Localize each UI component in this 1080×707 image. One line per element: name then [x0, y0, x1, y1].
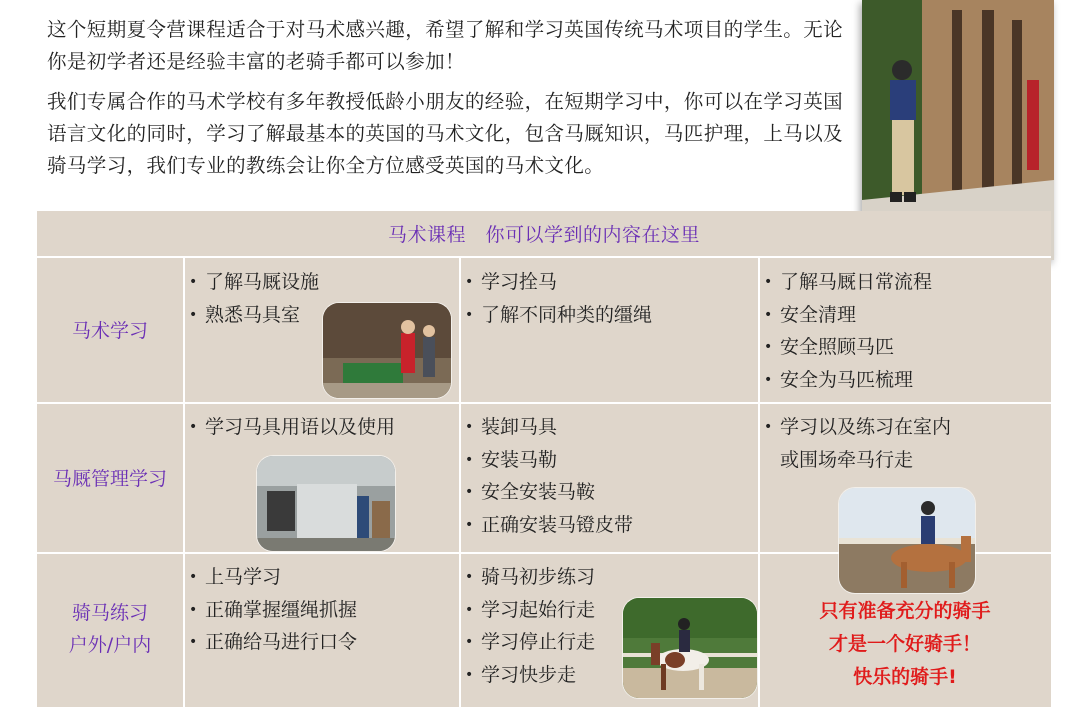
row-label-line: 马术学习 — [71, 320, 148, 342]
list-item: • 了解马厩日常流程 — [762, 266, 1047, 299]
slogan — [759, 595, 1051, 694]
row-label-riding-practice — [37, 597, 183, 661]
list-item: • 熟悉马具室 — [187, 299, 457, 332]
list-item: • 安全照顾马匹 — [762, 331, 1047, 364]
list-item: • 了解马厩设施 — [187, 266, 457, 299]
list-item: • 正确给马进行口令 — [187, 626, 457, 659]
grid-line — [183, 256, 185, 707]
row-label-horse-riding — [37, 315, 183, 347]
list-item: 或围场牵马行走 — [780, 448, 914, 471]
stable-work-photo — [323, 303, 451, 398]
cell-r3-c1 — [187, 561, 457, 659]
list-item: • 上马学习 — [187, 561, 457, 594]
row-label-stable-management — [37, 463, 183, 495]
list-item: • 骑马初步练习 — [463, 561, 753, 594]
list-item: • 学习停止行走 — [463, 626, 753, 659]
outdoor-riding-photo — [623, 598, 757, 698]
row-label-line: 马厩管理学习 — [52, 468, 167, 490]
list-item: • 学习拴马 — [463, 266, 753, 299]
list-item: • 安全为马匹梳理 — [762, 364, 1047, 397]
slogan-line: 才是一个好骑手！ — [828, 633, 981, 655]
arena-riding-photo — [839, 488, 975, 593]
list-item: • 安全安装马鞍 — [463, 476, 753, 509]
intro-paragraph-2: 我们专属合作的马术学校有多年教授低龄小朋友的经验，在短期学习中，你可以在学习英国语言文化的同时，学习了解最基本的英国的马术文化，包含马厩知识，马匹护理，上马以及骑马学习，我们专业的教练会让你全方位感受英国的马术文化。 — [47, 90, 844, 177]
list-item: • 学习以及练习在室内 — [762, 411, 1047, 444]
intro-paragraph-1: 这个短期夏令营课程适合于对马术感兴趣，希望了解和学习英国传统马术项目的学生。无论你是初学者还是经验丰富的老骑手都可以参加！ — [47, 18, 844, 73]
list-item: • 安全清理 — [762, 299, 1047, 332]
row-label-line: 骑马练习 — [71, 602, 148, 624]
grid-line — [37, 402, 1051, 404]
cell-r1-c3 — [762, 266, 1047, 396]
list-item: • 正确掌握缰绳抓握 — [187, 594, 457, 627]
cell-r2-c3 — [762, 411, 1047, 476]
grid-line — [37, 256, 1051, 258]
cell-r1-c2 — [463, 266, 753, 331]
row-label-line: 户外/户内 — [68, 634, 152, 656]
cell-r2-c1 — [187, 411, 457, 444]
list-item: • 装卸马具 — [463, 411, 753, 444]
tack-room-photo — [257, 456, 395, 551]
list-item: • 正确安装马镫皮带 — [463, 509, 753, 542]
list-item: • 学习快步走 — [463, 659, 753, 692]
grid-line — [459, 256, 461, 707]
table-header: 马术课程 你可以学到的内容在这里 — [387, 224, 700, 246]
slogan-line: 快乐的骑手! — [853, 666, 957, 688]
list-item: • 安装马勒 — [463, 444, 753, 477]
list-item: • 学习马具用语以及使用 — [187, 411, 457, 444]
intro-text — [47, 14, 847, 190]
cell-r2-c2 — [463, 411, 753, 541]
slogan-line: 只有准备充分的骑手 — [819, 600, 991, 622]
list-item: • 学习起始行走 — [463, 594, 753, 627]
list-item: • 了解不同种类的缰绳 — [463, 299, 753, 332]
course-table — [37, 211, 1051, 707]
